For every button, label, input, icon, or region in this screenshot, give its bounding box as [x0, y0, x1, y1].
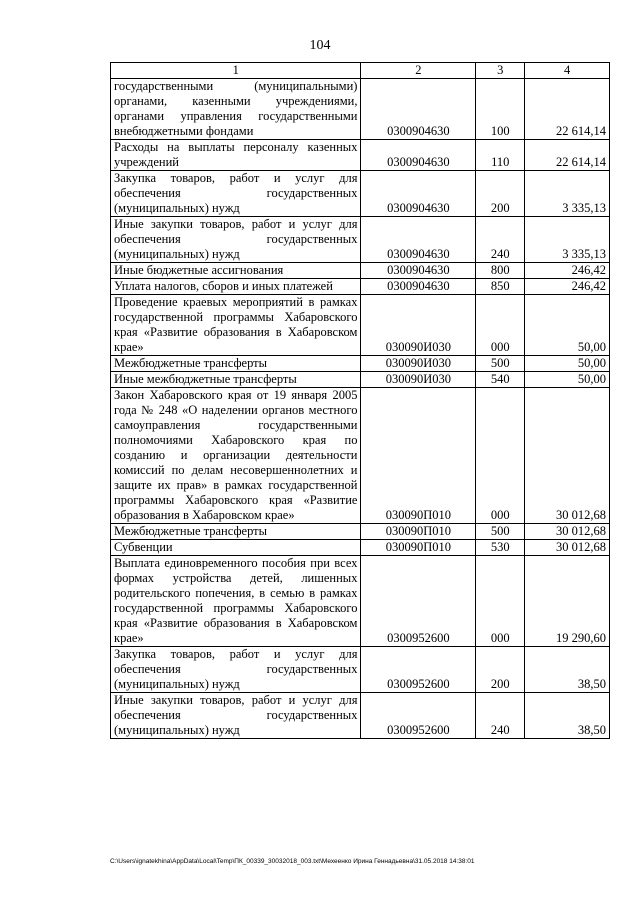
- header-col-4: 4: [525, 63, 610, 79]
- header-col-1: 1: [111, 63, 361, 79]
- row-amount-cell: 50,00: [525, 356, 610, 372]
- row-code-cell: 030090И030: [361, 295, 476, 356]
- row-code-cell: 0300952600: [361, 693, 476, 739]
- row-code-cell: 030090П010: [361, 388, 476, 524]
- row-name-cell: Закон Хабаровского края от 19 января 2005 года № 248 «О наделении органов местного самоуправления государственными полномочиями Хабаровского края по созданию и организации деятельности комиссий по делам несовершеннолетних и защите их прав» в рамках государственной программы Хабаровского края «Развитие образования в Хабаровском крае»: [111, 388, 361, 524]
- row-type-cell: 540: [476, 372, 525, 388]
- row-code-cell: 0300904630: [361, 171, 476, 217]
- row-code-cell: 0300904630: [361, 279, 476, 295]
- row-name-cell: Уплата налогов, сборов и иных платежей: [111, 279, 361, 295]
- budget-table: [110, 62, 610, 739]
- row-type-cell: 240: [476, 217, 525, 263]
- table-row: [111, 140, 610, 171]
- row-name-cell: Иные бюджетные ассигнования: [111, 263, 361, 279]
- row-name-cell: Иные закупки товаров, работ и услуг для обеспечения государственных (муниципальных) нужд: [111, 693, 361, 739]
- row-name-cell: Закупка товаров, работ и услуг для обеспечения государственных (муниципальных) нужд: [111, 171, 361, 217]
- table-row: [111, 693, 610, 739]
- row-code-cell: 0300952600: [361, 647, 476, 693]
- row-name-cell: государственными (муниципальными) органами, казенными учреждениями, органами управления государственными внебюджетными фондами: [111, 79, 361, 140]
- table-row: [111, 79, 610, 140]
- table-header-row: [111, 63, 610, 79]
- row-name-cell: Иные закупки товаров, работ и услуг для обеспечения государственных (муниципальных) нужд: [111, 217, 361, 263]
- row-type-cell: 850: [476, 279, 525, 295]
- row-name-cell: Расходы на выплаты персоналу казенных учреждений: [111, 140, 361, 171]
- table-row: [111, 217, 610, 263]
- row-code-cell: 0300904630: [361, 263, 476, 279]
- footer-file-path: C:\Users\ignatekhina\AppData\Local\Temp\ПК_00339_30032018_003.txt\Мехеенко Ирина Геннадьевна\31.05.2018 14:38:01: [110, 858, 475, 865]
- row-amount-cell: 246,42: [525, 263, 610, 279]
- row-amount-cell: 38,50: [525, 693, 610, 739]
- row-code-cell: 030090И030: [361, 356, 476, 372]
- row-name-cell: Иные межбюджетные трансферты: [111, 372, 361, 388]
- table-row: [111, 171, 610, 217]
- row-amount-cell: 50,00: [525, 295, 610, 356]
- table-row: [111, 295, 610, 356]
- table-row: [111, 556, 610, 647]
- row-amount-cell: 22 614,14: [525, 140, 610, 171]
- row-code-cell: 0300904630: [361, 140, 476, 171]
- table-row: [111, 540, 610, 556]
- row-amount-cell: 38,50: [525, 647, 610, 693]
- row-amount-cell: 3 335,13: [525, 217, 610, 263]
- row-type-cell: 530: [476, 540, 525, 556]
- table-row: [111, 356, 610, 372]
- row-name-cell: Проведение краевых мероприятий в рамках государственной программы Хабаровского края «Развитие образования в Хабаровском крае»: [111, 295, 361, 356]
- header-col-2: 2: [361, 63, 476, 79]
- row-amount-cell: 50,00: [525, 372, 610, 388]
- row-type-cell: 500: [476, 524, 525, 540]
- row-type-cell: 000: [476, 556, 525, 647]
- table-row: [111, 263, 610, 279]
- row-code-cell: 030090П010: [361, 540, 476, 556]
- row-type-cell: 200: [476, 171, 525, 217]
- row-amount-cell: 246,42: [525, 279, 610, 295]
- row-type-cell: 110: [476, 140, 525, 171]
- header-col-3: 3: [476, 63, 525, 79]
- row-code-cell: 0300904630: [361, 217, 476, 263]
- row-type-cell: 100: [476, 79, 525, 140]
- row-name-cell: Межбюджетные трансферты: [111, 356, 361, 372]
- row-type-cell: 000: [476, 388, 525, 524]
- row-type-cell: 200: [476, 647, 525, 693]
- row-amount-cell: 3 335,13: [525, 171, 610, 217]
- table-row: [111, 388, 610, 524]
- row-amount-cell: 30 012,68: [525, 388, 610, 524]
- row-amount-cell: 30 012,68: [525, 524, 610, 540]
- row-amount-cell: 19 290,60: [525, 556, 610, 647]
- row-name-cell: Субвенции: [111, 540, 361, 556]
- row-name-cell: Межбюджетные трансферты: [111, 524, 361, 540]
- row-name-cell: Закупка товаров, работ и услуг для обеспечения государственных (муниципальных) нужд: [111, 647, 361, 693]
- row-code-cell: 030090И030: [361, 372, 476, 388]
- row-code-cell: 0300904630: [361, 79, 476, 140]
- row-type-cell: 240: [476, 693, 525, 739]
- table-row: [111, 372, 610, 388]
- row-type-cell: 500: [476, 356, 525, 372]
- row-type-cell: 800: [476, 263, 525, 279]
- row-name-cell: Выплата единовременного пособия при всех формах устройства детей, лишенных родительского попечения, в семью в рамках государственной программы Хабаровского края «Развитие образования в Хабаровском крае»: [111, 556, 361, 647]
- table-row: [111, 647, 610, 693]
- row-type-cell: 000: [476, 295, 525, 356]
- page-number: 104: [309, 38, 331, 53]
- row-code-cell: 0300952600: [361, 556, 476, 647]
- table-row: [111, 279, 610, 295]
- row-code-cell: 030090П010: [361, 524, 476, 540]
- table-row: [111, 524, 610, 540]
- row-amount-cell: 30 012,68: [525, 540, 610, 556]
- row-amount-cell: 22 614,14: [525, 79, 610, 140]
